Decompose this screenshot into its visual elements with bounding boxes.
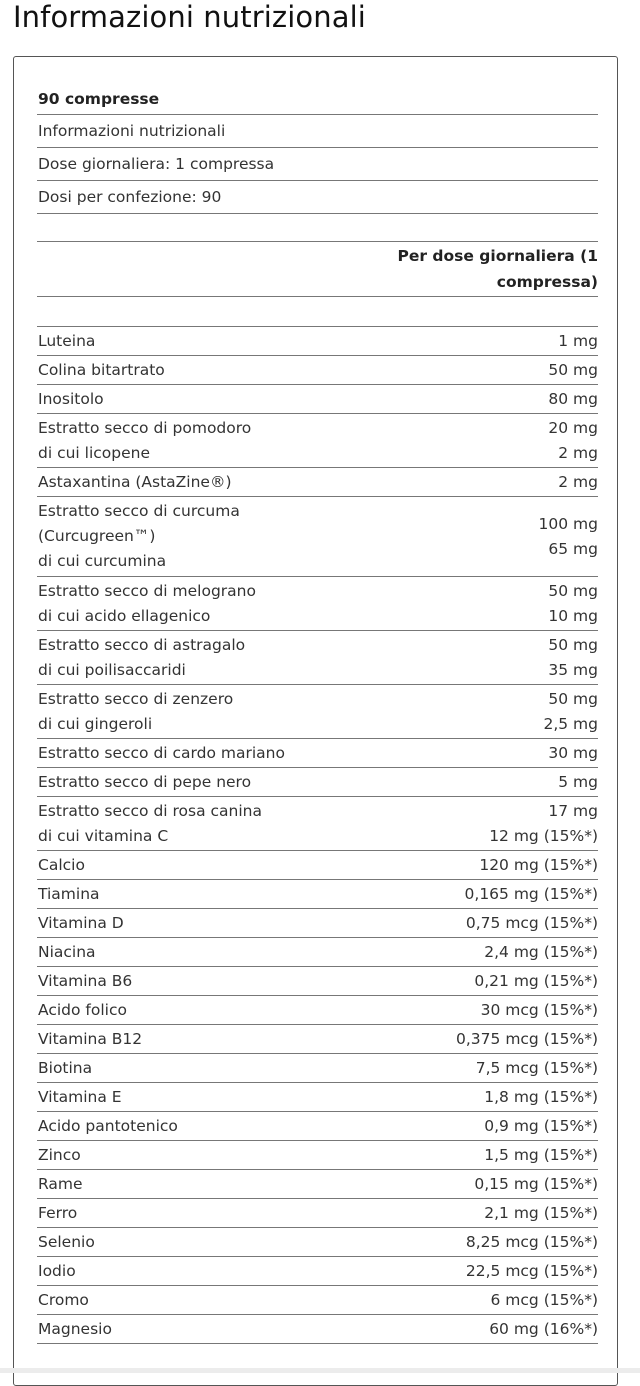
nutrient-label-line: Tiamina (38, 884, 100, 903)
spacer-row (37, 297, 598, 327)
nutrient-value-line: 20 mg (548, 418, 598, 437)
package-size: 90 compresse (37, 80, 598, 115)
nutrient-label (37, 998, 127, 1023)
nutrient-label (37, 387, 104, 412)
spacer-row (37, 214, 598, 242)
nutrient-value-line: 22,5 mcg (15%*) (465, 1261, 598, 1280)
table-row (37, 739, 598, 768)
nutrient-label (37, 1143, 81, 1168)
column-header (37, 242, 598, 297)
nutrient-label-line: Vitamina B6 (38, 971, 133, 990)
table-row (37, 577, 598, 631)
table-row (37, 1141, 598, 1170)
nutrient-label (37, 799, 262, 849)
nutrient-value-line: 0,165 mg (15%*) (464, 884, 598, 903)
nutrient-label-line: Estratto secco di curcuma (38, 502, 240, 520)
nutrient-label (37, 499, 240, 574)
nutrient-label-line: Estratto secco di melograno (38, 581, 256, 600)
table-row (37, 414, 598, 468)
nutrient-value (558, 470, 598, 495)
nutrient-value-line: 2,5 mg (543, 714, 598, 733)
nutrient-value-line: 120 mg (15%*) (479, 855, 598, 874)
nutrient-value (548, 579, 598, 629)
nutrient-label-line: Zinco (38, 1145, 81, 1164)
nutrient-value-line: 0,15 mg (15%*) (474, 1174, 598, 1193)
nutrient-value-line: 2,1 mg (15%*) (484, 1203, 598, 1222)
nutrient-label (37, 1114, 178, 1139)
nutrient-value (474, 1172, 598, 1197)
nutrient-value (489, 1317, 598, 1342)
table-row (37, 327, 598, 356)
daily-dose: Dose giornaliera: 1 compressa (37, 148, 598, 181)
nutrient-label (37, 1085, 122, 1110)
nutrient-value (548, 741, 598, 766)
nutrient-value-line: 60 mg (16%*) (489, 1319, 598, 1338)
nutrient-label-line: Astaxantina (AstaZine®) (38, 472, 232, 491)
nutrient-value-line: 0,375 mcg (15%*) (456, 1029, 598, 1048)
nutrient-label-line: Estratto secco di rosa canina (38, 801, 263, 820)
table-row (37, 851, 598, 880)
nutrient-label-line: Acido folico (38, 1000, 127, 1019)
nutrient-value-line: 17 mg (548, 801, 598, 820)
nutrient-label-line: Estratto secco di cardo mariano (38, 743, 285, 762)
page-title: Informazioni nutrizionali (13, 0, 366, 34)
nutrient-value (484, 940, 598, 965)
nutrient-value-line: 1,5 mg (15%*) (484, 1145, 598, 1164)
nutrient-value (539, 512, 598, 562)
nutrient-value-line: 6 mcg (15%*) (490, 1290, 598, 1309)
nutrient-value (484, 1201, 598, 1226)
nutrient-value (548, 416, 598, 466)
nutrient-label-line: Calcio (38, 855, 85, 874)
table-row (37, 967, 598, 996)
nutrient-label (37, 1201, 77, 1226)
nutrient-value (543, 687, 598, 737)
nutrient-value-line: 1 mg (558, 331, 598, 350)
table-row (37, 797, 598, 851)
nutrient-value-line: 10 mg (548, 606, 598, 625)
nutrient-value-line: 80 mg (548, 389, 598, 408)
nutrient-label (37, 1027, 142, 1052)
nutrient-value (484, 1114, 598, 1139)
nutrient-label (37, 687, 233, 737)
nutrient-label-line: di cui poilisaccaridi (38, 660, 186, 679)
table-row (37, 1025, 598, 1054)
nutrient-label-line: Ferro (38, 1203, 78, 1222)
table-row (37, 385, 598, 414)
nutrient-value-line: 30 mcg (15%*) (480, 1000, 598, 1019)
nutrient-value (476, 1056, 598, 1081)
nutrient-label (37, 1056, 92, 1081)
table-row (37, 1257, 598, 1286)
nutrient-label-line: Iodio (38, 1261, 76, 1280)
nutrient-label (37, 1288, 89, 1313)
table-row (37, 497, 598, 577)
nutrient-label-line: (Curcugreen™) (38, 527, 156, 545)
nutrient-label (37, 633, 245, 683)
table-row (37, 685, 598, 739)
nutrient-label (37, 1317, 112, 1342)
table-row (37, 1199, 598, 1228)
table-row (37, 1228, 598, 1257)
nutrient-label-line: Estratto secco di pepe nero (38, 772, 252, 791)
nutrient-value (491, 1288, 598, 1313)
nutrient-value (548, 358, 598, 383)
nutrient-value-line: 0,75 mcg (15%*) (465, 913, 598, 932)
table-row (37, 909, 598, 938)
nutrient-label (37, 1230, 95, 1255)
nutrient-label-line: Selenio (38, 1232, 95, 1251)
nutrient-label (37, 1259, 76, 1284)
nutrient-label-line: di cui vitamina C (38, 826, 169, 845)
nutrient-value (466, 1230, 598, 1255)
nutrient-label-line: Acido pantotenico (38, 1116, 178, 1135)
nutrient-value-line: 2,4 mg (15%*) (484, 942, 598, 961)
nutrient-label-line: Vitamina E (38, 1087, 122, 1106)
nutrient-value (548, 387, 598, 412)
nutrient-label (37, 416, 251, 466)
table-row (37, 1170, 598, 1199)
nutrient-label-line: Colina bitartrato (38, 360, 165, 379)
nutrient-label-line: Luteina (38, 331, 96, 350)
nutrient-label-line: Magnesio (38, 1319, 112, 1338)
table-row (37, 1112, 598, 1141)
nutrient-label (37, 741, 285, 766)
table-row (37, 938, 598, 967)
nutrient-label (37, 940, 96, 965)
nutrient-value-line: 0,21 mg (15%*) (474, 971, 598, 990)
nutrient-value-line: 50 mg (548, 581, 598, 600)
page-bottom-edge (0, 1368, 640, 1373)
nutrient-label-line: di cui gingeroli (38, 714, 153, 733)
nutrient-value (558, 770, 598, 795)
nutrient-value (484, 1085, 598, 1110)
nutrient-label-line: Vitamina D (38, 913, 124, 932)
table-row (37, 996, 598, 1025)
nutrient-value-line: 100 mg (538, 514, 598, 533)
nutrient-value-line: 2 mg (558, 472, 598, 491)
nutrient-value-line: 50 mg (548, 360, 598, 379)
table-row (37, 1083, 598, 1112)
nutrient-value-line: 50 mg (548, 689, 598, 708)
nutrient-value (479, 853, 598, 878)
nutrient-label-line: di cui acido ellagenico (38, 606, 211, 625)
nutrient-label-line: Vitamina B12 (38, 1029, 143, 1048)
nutrient-label (37, 770, 251, 795)
nutrient-label (37, 882, 100, 907)
nutrient-value-line: 30 mg (548, 743, 598, 762)
table-row (37, 468, 598, 497)
doses-per-pack: Dosi per confezione: 90 (37, 181, 598, 214)
nutrient-value-line: 8,25 mcg (15%*) (465, 1232, 598, 1251)
nutrient-value-line: 50 mg (548, 635, 598, 654)
nutrient-label-line: Niacina (38, 942, 96, 961)
table-row (37, 1315, 598, 1344)
table-row (37, 880, 598, 909)
nutrient-value-line: 65 mg (548, 539, 598, 558)
nutrient-label (37, 358, 165, 383)
nutrient-label (37, 1172, 83, 1197)
nutrient-label-line: Biotina (38, 1058, 93, 1077)
nutrient-value-line: 1,8 mg (15%*) (484, 1087, 598, 1106)
nutrient-label-line: Estratto secco di zenzero (38, 689, 234, 708)
nutrient-label (37, 329, 95, 354)
nutrient-value-line: 0,9 mg (15%*) (484, 1116, 598, 1135)
nutrient-label (37, 579, 256, 629)
nutrition-card (13, 56, 618, 1386)
nutrient-value-line: 7,5 mcg (15%*) (475, 1058, 598, 1077)
nutrient-value-line: 12 mg (15%*) (489, 826, 598, 845)
nutrient-label (37, 911, 124, 936)
nutrient-label (37, 853, 85, 878)
table-row (37, 768, 598, 797)
nutrient-value (558, 329, 598, 354)
table-row (37, 631, 598, 685)
table-subtitle: Informazioni nutrizionali (37, 115, 598, 148)
nutrient-label-line: di cui curcumina (38, 552, 167, 570)
nutrient-value-line: 35 mg (548, 660, 598, 679)
nutrient-label-line: Estratto secco di pomodoro (38, 418, 252, 437)
nutrient-label (37, 969, 132, 994)
nutrient-label (37, 470, 232, 495)
table-row (37, 1054, 598, 1083)
nutrient-label-line: Estratto secco di astragalo (38, 635, 246, 654)
nutrient-value (481, 998, 598, 1023)
nutrient-label-line: Cromo (38, 1290, 89, 1309)
nutrient-value (548, 633, 598, 683)
nutrient-value (489, 799, 598, 849)
column-header-label: Per dose giornaliera (1 compressa) (397, 247, 598, 291)
nutrient-rows (37, 327, 598, 1344)
nutrient-label-line: Inositolo (38, 389, 104, 408)
nutrition-table (37, 80, 598, 1344)
table-row (37, 356, 598, 385)
nutrient-value (465, 882, 598, 907)
nutrient-value-line: 5 mg (558, 772, 598, 791)
nutrient-label-line: di cui licopene (38, 443, 151, 462)
nutrient-label-line: Rame (38, 1174, 83, 1193)
nutrient-value (484, 1143, 598, 1168)
nutrient-value (466, 911, 598, 936)
nutrient-value (474, 969, 598, 994)
table-row (37, 1286, 598, 1315)
nutrient-value (466, 1259, 598, 1284)
nutrient-value-line: 2 mg (558, 443, 598, 462)
nutrient-value (456, 1027, 598, 1052)
